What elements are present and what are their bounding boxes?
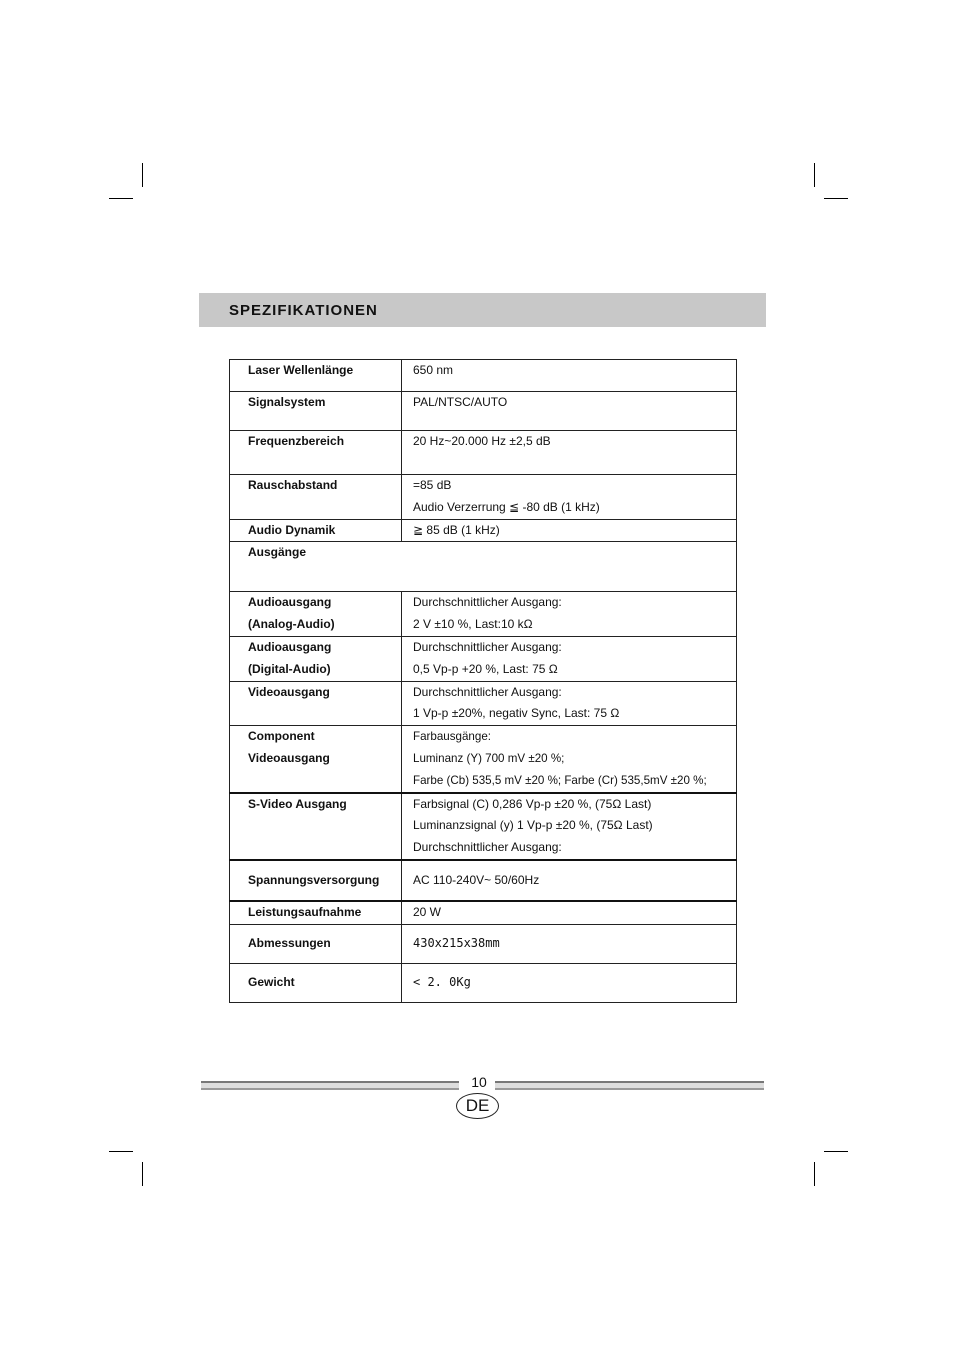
spec-label: S-Video Ausgang [230,793,402,860]
section-heading-bar [199,293,766,327]
spec-row-svideo [230,793,737,860]
crop-mark [824,198,848,199]
spec-row-power-consumption [230,901,737,924]
spec-row-audio-analog [230,592,737,637]
footer-rule-left [201,1081,459,1090]
spec-row-video [230,681,737,726]
spec-label: Leistungsaufnahme [230,901,402,924]
section-heading: SPEZIFIKATIONEN [229,302,378,319]
crop-mark [824,1151,848,1152]
spec-label: Audioausgang (Analog-Audio) [230,592,402,637]
spec-label: Laser Wellenlänge [230,360,402,392]
crop-mark [142,1162,143,1186]
spec-value: Durchschnittlicher Ausgang: 1 Vp-p ±20%, negativ Sync, Last: 75 Ω [402,681,737,726]
spec-row-weight [230,963,737,1002]
spec-value: Durchschnittlicher Ausgang: 2 V ±10 %, Last:10 kΩ [402,592,737,637]
spec-table [229,359,737,1003]
spec-label: Frequenzbereich [230,431,402,475]
spec-label: Rauschabstand [230,475,402,520]
spec-value: AC 110-240V~ 50/60Hz [402,860,737,901]
spec-value: < 2. 0Kg [402,963,737,1002]
spec-label: Audio Dynamik [230,519,402,542]
spec-row-component [230,726,737,793]
crop-mark [109,1151,133,1152]
spec-row-audio-digital [230,636,737,681]
spec-label: Videoausgang [230,681,402,726]
page-number: 10 [471,1074,487,1090]
spec-label: Audioausgang (Digital-Audio) [230,636,402,681]
spec-row-frequency [230,431,737,475]
spec-value: ≧ 85 dB (1 kHz) [402,519,737,542]
spec-row-signal [230,392,737,431]
spec-value: Farbausgänge: Luminanz (Y) 700 mV ±20 %; Farbe (Cb) 535,5 mV ±20 %; Farbe (Cr) 535,5mV ±20 %; [402,726,737,793]
spec-value: 430x215x38mm [402,924,737,963]
spec-label: Signalsystem [230,392,402,431]
spec-row-dynamics [230,519,737,542]
spec-label: Spannungsversorgung [230,860,402,901]
crop-mark [142,163,143,187]
crop-mark [814,163,815,187]
spec-value: 20 W [402,901,737,924]
spec-row-power-supply [230,860,737,901]
spec-label: Gewicht [230,963,402,1002]
spec-row-dimensions [230,924,737,963]
footer-rule-right [495,1081,764,1090]
crop-mark [109,198,133,199]
spec-row-laser [230,360,737,392]
spec-label: Component Videoausgang [230,726,402,793]
spec-section-label: Ausgänge [230,542,737,592]
spec-value: 20 Hz~20.000 Hz ±2,5 dB [402,431,737,475]
spec-value: =85 dB Audio Verzerrung ≦ -80 dB (1 kHz) [402,475,737,520]
spec-row-outputs [230,542,737,592]
crop-mark [814,1162,815,1186]
language-badge: DE [456,1093,499,1119]
spec-value: 650 nm [402,360,737,392]
spec-value: Farbsignal (C) 0,286 Vp-p ±20 %, (75Ω Last) Luminanzsignal (y) 1 Vp-p ±20 %, (75Ω Last) Durchschnittlicher Ausgang: [402,793,737,860]
spec-row-noise [230,475,737,520]
spec-value: PAL/NTSC/AUTO [402,392,737,431]
spec-value: Durchschnittlicher Ausgang: 0,5 Vp-p +20 %, Last: 75 Ω [402,636,737,681]
spec-label: Abmessungen [230,924,402,963]
